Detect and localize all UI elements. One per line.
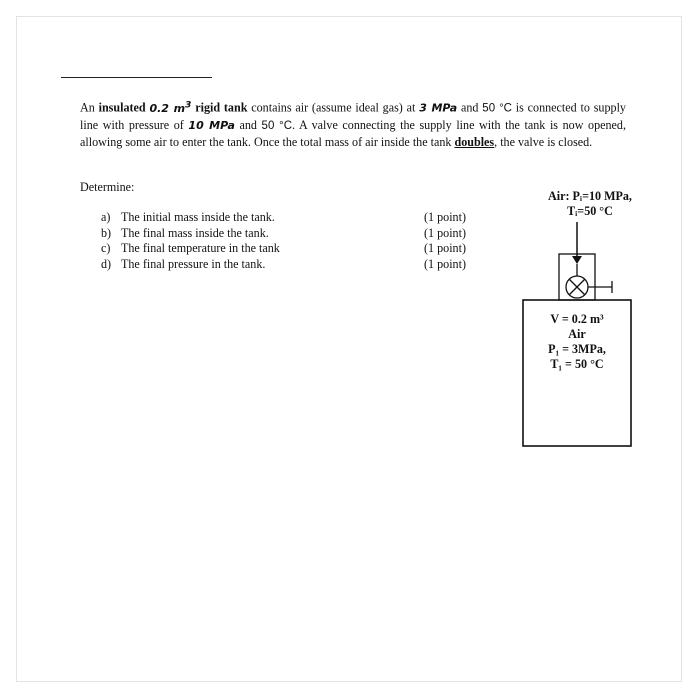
determine-heading: Determine: bbox=[80, 180, 135, 194]
points-item: (1 point) bbox=[424, 241, 466, 256]
problem-statement: An insulated 0.2 $m^3$ rigid tank contains air (assume ideal gas) at 3 MPa and 50 °C is connected to supply line with pressure of 10 MPa and 50 °C. A valve connecting the supply line with the tank is now opened, allowing some air to enter the tank. Once the total mass of air inside the tank doubles, the valve is closed. bbox=[80, 99, 626, 149]
insulated-text: insulated bbox=[98, 100, 146, 115]
initial-pressure: 3 MPa bbox=[419, 101, 458, 115]
points-item: (1 point) bbox=[424, 210, 466, 224]
task-list bbox=[101, 210, 280, 272]
supply-pressure: Air: Pᵢ=10 MPa, bbox=[548, 189, 632, 203]
supply-temperature: Tᵢ=50 °C bbox=[567, 204, 613, 218]
tank-temperature: T₁ = 50 °C bbox=[550, 357, 604, 371]
header-rule bbox=[61, 77, 212, 78]
task-item: c) The final temperature in the tank bbox=[101, 241, 280, 256]
task-item: d) The final pressure in the tank. bbox=[101, 256, 266, 271]
tank-gas: Air bbox=[568, 327, 586, 341]
inlet-temperature: 50 °C bbox=[261, 119, 293, 132]
points-item: (1 point) bbox=[424, 225, 466, 240]
task-item: b) The final mass inside the tank. bbox=[101, 225, 269, 240]
volume-value: 0.2 $m^3$ bbox=[149, 99, 192, 115]
points-item: (1 point) bbox=[424, 256, 466, 271]
points-list bbox=[424, 210, 466, 272]
initial-temperature: 50 °C bbox=[482, 102, 512, 115]
inlet-pressure: 10 MPa bbox=[188, 118, 235, 132]
rigid-tank-text: rigid tank bbox=[195, 100, 248, 115]
intro-text: An bbox=[80, 100, 99, 115]
tank-label bbox=[522, 312, 632, 372]
task-item: a) The initial mass inside the tank. bbox=[101, 210, 275, 224]
tank-pressure: P₁ = 3MPa, bbox=[548, 342, 606, 356]
tank-volume: V = 0.2 m³ bbox=[550, 312, 604, 326]
supply-line-label bbox=[520, 189, 660, 219]
doubles-text: doubles bbox=[454, 134, 495, 149]
